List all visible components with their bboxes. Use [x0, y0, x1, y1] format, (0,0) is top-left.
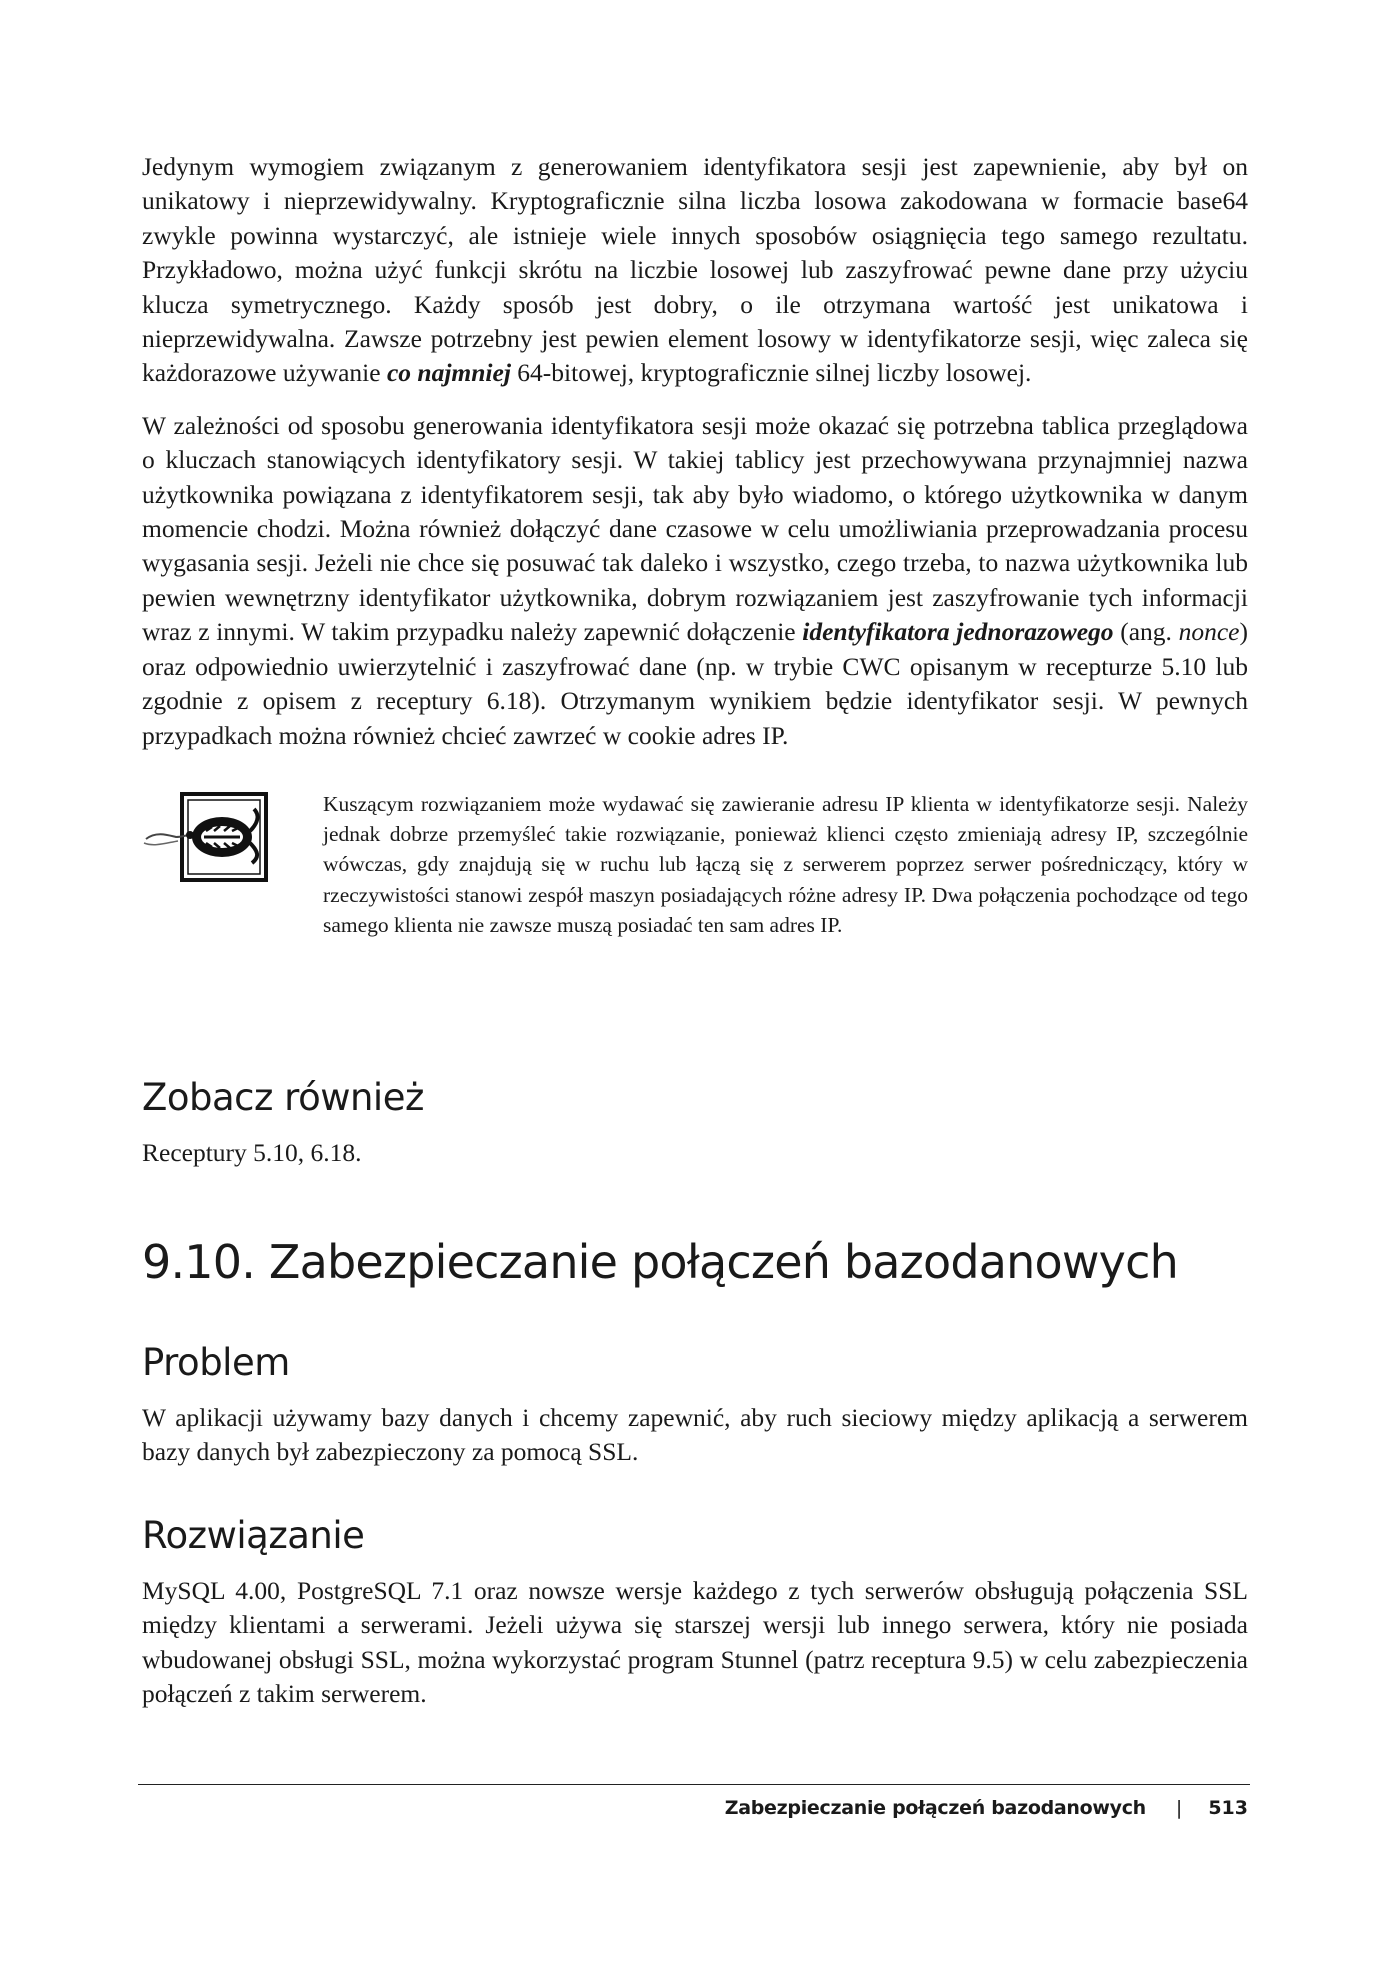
paragraph-text: 64-bitowej, kryptograficznie silnej liczby losowej. [510, 358, 1032, 388]
intro-section [142, 150, 1248, 999]
recipe-section [142, 1234, 1248, 1320]
recipe-title: 9.10. Zabezpieczanie połączeń bazodanowych [142, 1235, 1178, 1289]
see-also-heading: Zobacz również [142, 1076, 424, 1119]
page-number: 513 [1208, 1797, 1248, 1819]
paragraph-text: W zależności od sposobu generowania identyfikatora sesji może okazać się potrzebna tablica przeglądowa o kluczach stanowiących identyfikatory sesji. W takiej tablicy jest przechowywana przynajmniej nazwa użytkownika powiązana z identyfikatorem sesji, tak aby było wiadomo, o którego użytkownika w danym momencie chodzi. Można również dołączyć dane czasowe w celu umożliwiania przeprowadzania procesu wygasania sesji. Jeżeli nie chce się posuwać tak daleko i wszystko, czego trzeba, to nazwa użytkownika lub pewien wewnętrzny identyfikator użytkownika, dobrym rozwiązaniem jest zaszyfrowanie tych informacji wraz z innymi. W takim przypadku należy zapewnić dołączenie [142, 410, 1248, 647]
problem-section [142, 1341, 1248, 1488]
page-footer [725, 1796, 1248, 1820]
paragraph-text: Jedynym wymogiem związanym z generowaniem identyfikatora sesji jest zapewnienie, aby był on unikatowy i nieprzewidywalny. Kryptograficznie silna liczba losowa zakodowana w formacie base64 zwykle powinna wystarczyć, ale istnieje wiele innych sposobów osiągnięcia tego samego rezultatu. Przykładowo, można użyć funkcji skrótu na liczbie losowej lub zaszyfrować pewne dane przy użyciu klucza symetrycznego. Każdy sposób jest dobry, o ile otrzymana wartość jest unikatowa i nieprzewidywalna. Zawsze potrzebny jest pewien element losowy w identyfikatorze sesji, więc zaleca się każdorazowe używanie [142, 152, 1248, 388]
emphasis-text: co najmniej [386, 358, 511, 388]
footer-separator: | [1175, 1797, 1183, 1819]
warning-text: Kuszącym rozwiązaniem może wydawać się zawieranie adresu IP klienta w identyfikatorze sesji. Należy jednak dobrze przemyśleć takie rozwiązanie, ponieważ klienci często zmieniają adresy IP, szczególnie wówczas, gdy znajdują się w ruchu lub łączą się z serwerem poprzez serwer pośredniczący, który w rzeczywistości stanowi zespół maszyn posiadających różne adresy IP. Dwa połączenia pochodzące od tego samego klienta nie zawsze muszą posiadać ten sam adres IP. [323, 791, 1248, 937]
solution-heading: Rozwiązanie [142, 1514, 365, 1557]
problem-text: W aplikacji używamy bazy danych i chcemy zapewnić, aby ruch sieciowy między aplikacją a serwerem bazy danych był zabezpieczony za pomocą SSL. [142, 1403, 1248, 1467]
emphasis-text: identyfikatora jednorazowego [802, 617, 1114, 647]
scorpion-warning-icon [142, 791, 270, 883]
warning-note [142, 789, 1248, 959]
paragraph-text: ) oraz odpowiednio uwierzytelnić i zaszyfrować dane (np. w trybie CWC opisanym w recepturze 5.10 lub zgodnie z opisem z receptury 6.18). Otrzymanym wynikiem będzie identyfikator sesji. W pewnych przypadkach można również chcieć zawrzeć w cookie adres IP. [142, 617, 1248, 750]
footer-rule [138, 1784, 1250, 1785]
solution-text: MySQL 4.00, PostgreSQL 7.1 oraz nowsze wersje każdego z tych serwerów obsługują połączenia SSL między klientami a serwerami. Jeżeli używa się starszej wersji lub innego serwera, który nie posiada wbudowanej obsługi SSL, można wykorzystać program Stunnel (patrz receptura 9.5) w celu zabezpieczenia połączeń z takim serwerem. [142, 1576, 1248, 1709]
see-also-section [142, 1076, 1248, 1188]
problem-heading: Problem [142, 1341, 290, 1384]
paragraph-session-id-requirements [142, 150, 1248, 391]
see-also-text: Receptury 5.10, 6.18. [142, 1138, 362, 1167]
paragraph-lookup-table [142, 409, 1248, 753]
footer-title: Zabezpieczanie połączeń bazodanowych [724, 1797, 1146, 1819]
term-text: nonce [1178, 617, 1240, 647]
paragraph-text: (ang. [1113, 617, 1179, 647]
solution-section [142, 1514, 1248, 1730]
